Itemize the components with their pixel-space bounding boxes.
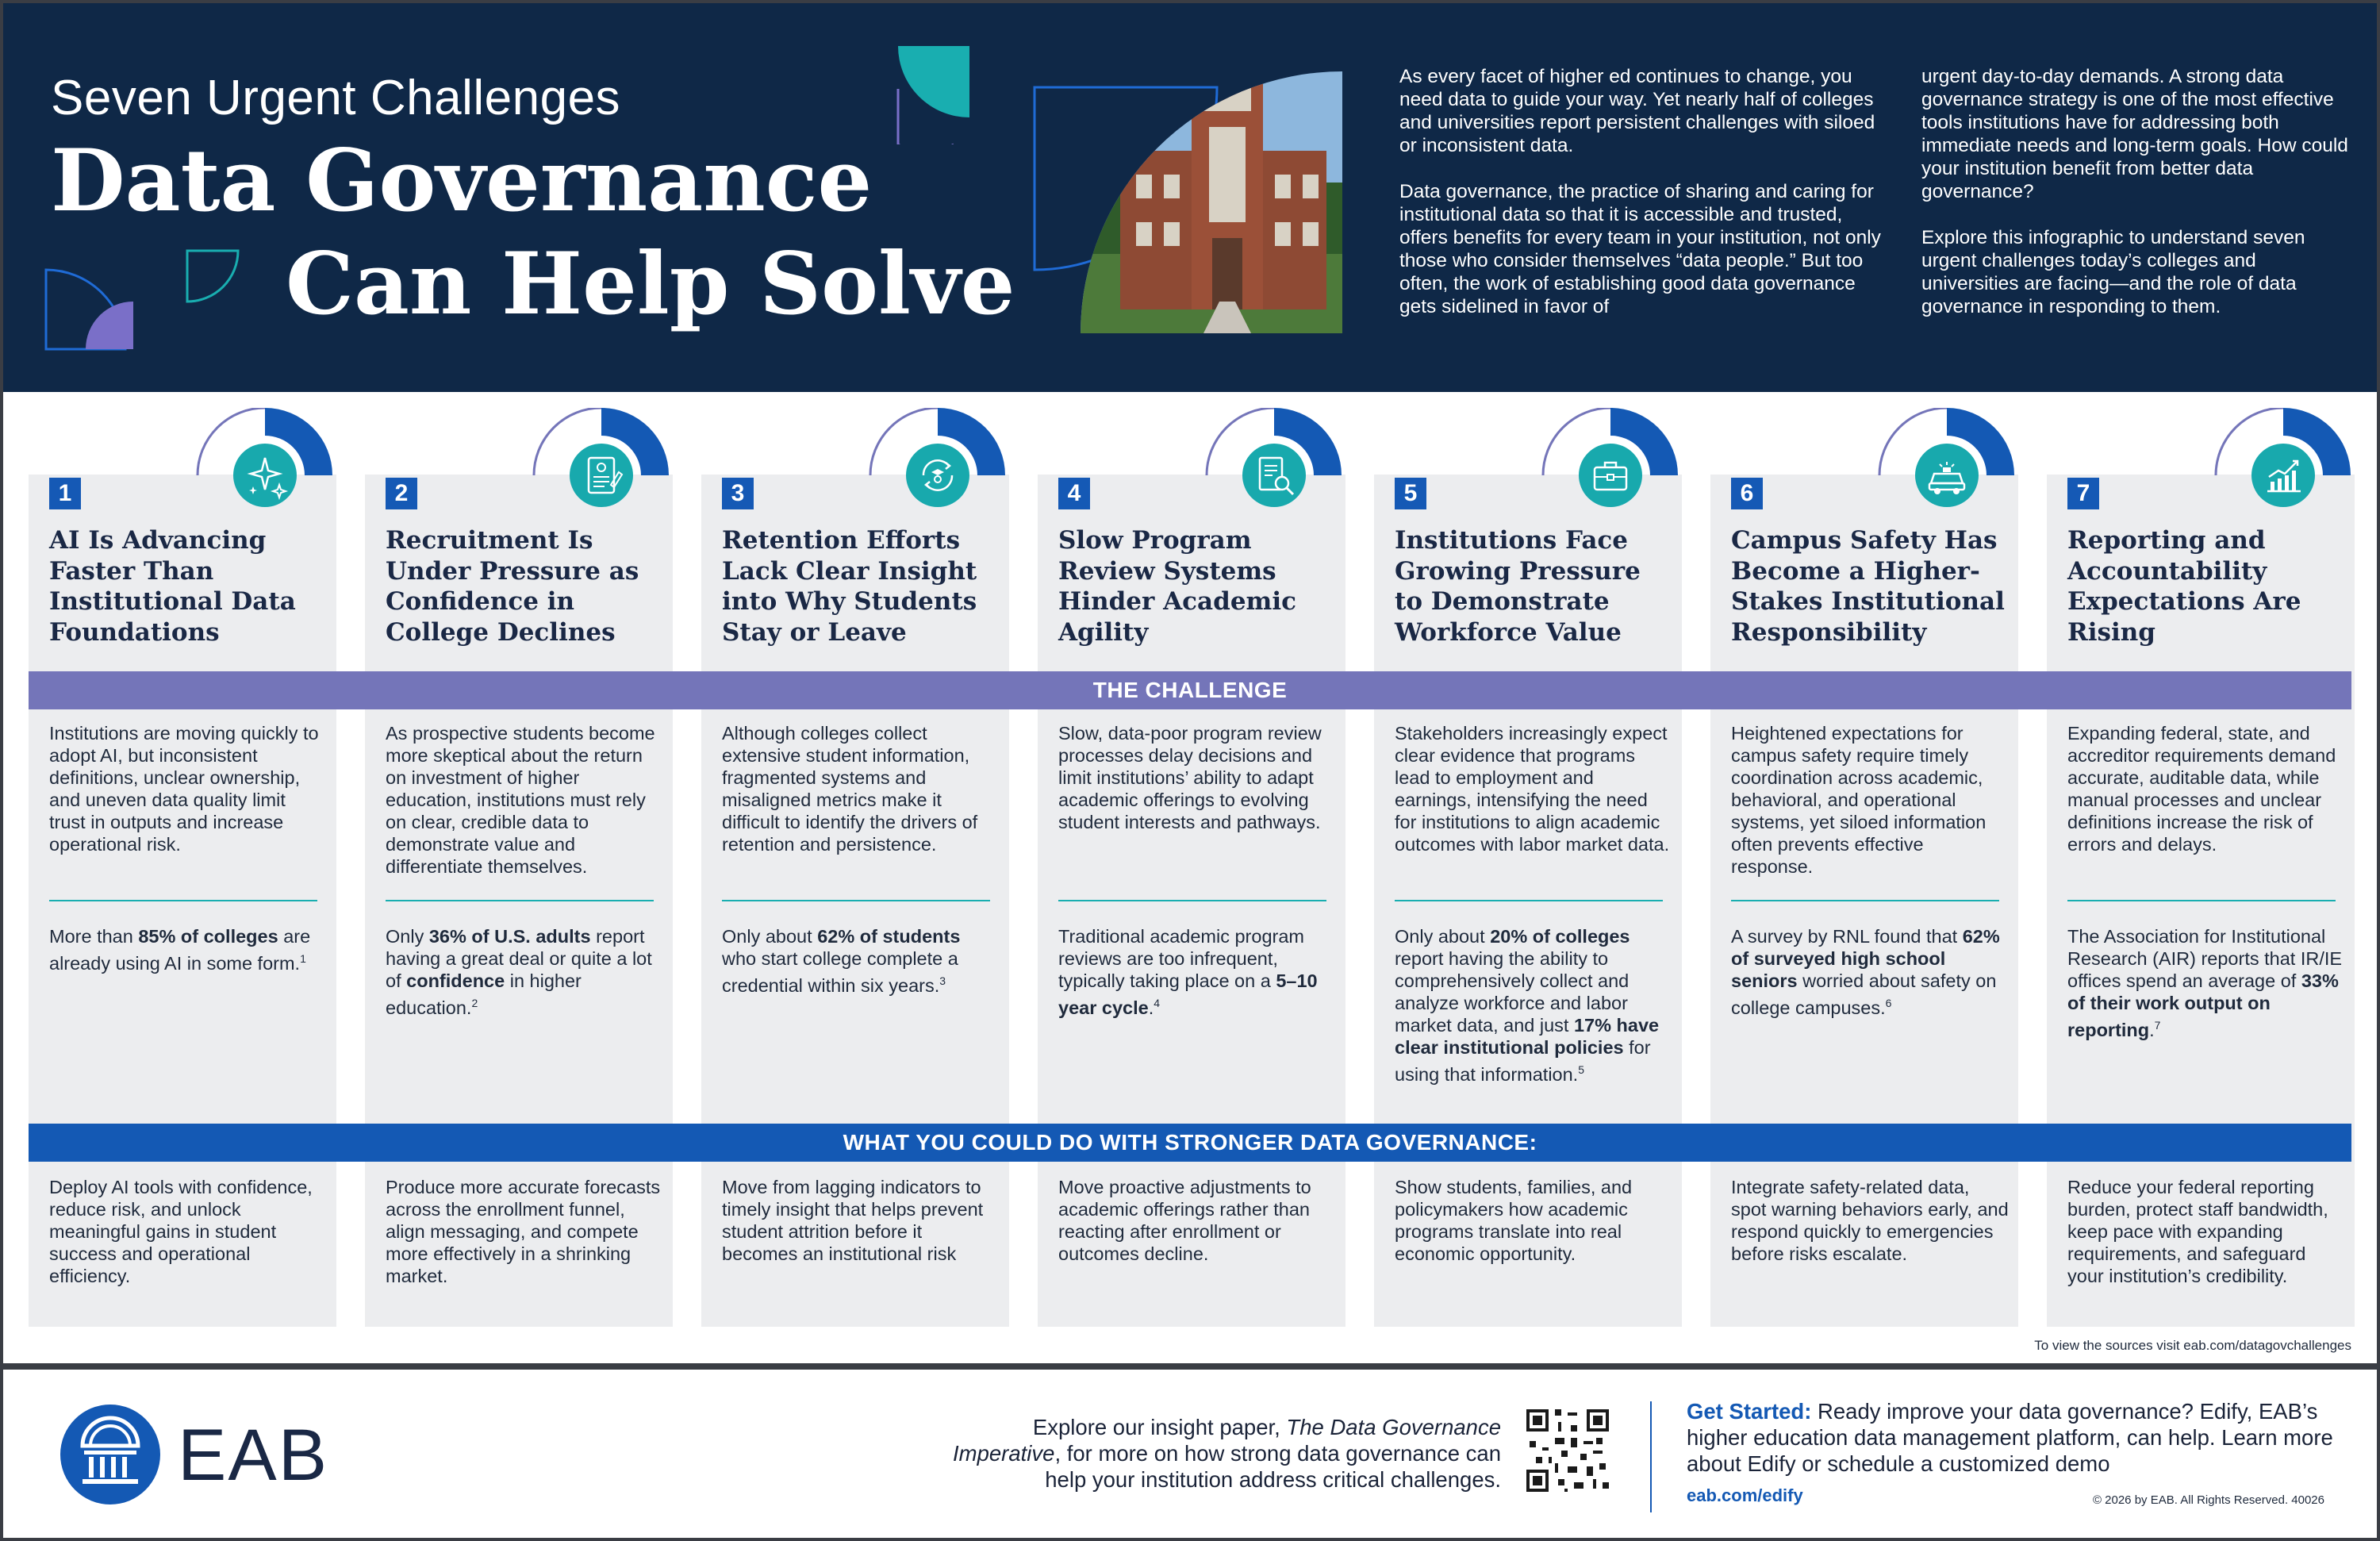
challenge-statistic [1731, 925, 2009, 1019]
challenge-card-2 [365, 475, 673, 1327]
stat-text: Only about [1395, 926, 1491, 947]
stat-text: Only about [722, 926, 818, 947]
stat-text: Traditional academic program reviews are too infrequent, typically taking place on a [1058, 926, 1304, 991]
footnote-marker: 7 [2154, 1019, 2161, 1032]
challenge-title: Campus Safety Has Become a Higher-Stakes Institutional Responsibility [1731, 526, 2005, 647]
stat-text: in higher education. [386, 970, 582, 1018]
stat-text: are already using AI in some form. [49, 926, 311, 974]
copyright-text: © 2026 by EAB. All Rights Reserved. 40026 [2092, 1493, 2324, 1507]
stat-text: . [2149, 1019, 2155, 1040]
challenge-title: AI Is Advancing Faster Than Institutional Data Foundations [49, 526, 296, 647]
action-description: Integrate safety-related data, spot warning behaviors early, and respond quickly to emergencies before risks escalate. [1731, 1177, 2009, 1264]
stat-highlight: 17% have clear institutional policies [1395, 1015, 1660, 1058]
challenge-number-badge: 2 [386, 478, 417, 509]
explore-text: , for more on how strong data governance can help your institution address critical challenges. [1045, 1441, 1501, 1492]
stat-text: report having a great deal or quite a lot of [386, 926, 652, 991]
stat-text: report having the ability to comprehensively collect and analyze workforce and labor market data, and just [1395, 948, 1630, 1036]
challenge-description: Institutions are moving quickly to adopt AI, but inconsistent definitions, unclear ownership, and uneven data quality limit trust in outputs and increase operational risk. [49, 723, 319, 855]
stat-text: The Association for Institutional Research (AIR) reports that IR/IE offices spend an average of [2067, 926, 2343, 991]
challenge-description: Stakeholders increasingly expect clear evidence that programs lead to employment and earnings, intensifying the need for institutions to align academic outcomes with labor market data. [1395, 723, 1670, 855]
stat-text: Only [386, 926, 429, 947]
header-banner [3, 3, 2377, 392]
stat-text: worried about safety on college campuses. [1731, 970, 1997, 1018]
challenge-description: As prospective students become more skeptical about the return on investment of higher education, institutions must rely on clear, credible data to demonstrate value and differentiate themselves. [386, 723, 655, 877]
stat-highlight: 62% of surveyed high school seniors [1731, 926, 2000, 991]
card-divider [2067, 900, 2336, 901]
stat-text: . [1148, 997, 1154, 1018]
stat-highlight: 33% of their work output on reporting [2067, 970, 2339, 1040]
challenge-number-badge: 6 [1731, 478, 1763, 509]
card-divider [1731, 900, 1999, 901]
stat-text: More than [49, 926, 139, 947]
intro-paragraph: Explore this infographic to understand seven urgent challenges today’s colleges and universities are facing—and the role of data governance in responding to them. [1921, 227, 2305, 317]
sources-note[interactable]: To view the sources visit eab.com/datagovchallenges [2034, 1338, 2351, 1353]
challenge-number-badge: 5 [1395, 478, 1426, 509]
challenge-card-4 [1038, 475, 1345, 1327]
explore-text: Explore our insight paper, [1032, 1415, 1287, 1439]
campus-building-photo [1033, 63, 1350, 341]
insight-paper-blurb [930, 1414, 1501, 1493]
action-description: Deploy AI tools with confidence, reduce risk, and unlock meaningful gains in student success and operational efficiency. [49, 1177, 313, 1286]
challenge-statistic [722, 925, 1000, 997]
footnote-marker: 2 [471, 997, 478, 1009]
challenge-statistic [1395, 925, 1672, 1086]
decorative-teal-quarter [182, 246, 254, 309]
stat-text: for using that information. [1395, 1037, 1651, 1085]
challenge-card-1 [29, 475, 336, 1327]
decorative-teal-shapes-top [890, 41, 977, 144]
qr-code-icon[interactable] [1523, 1406, 1612, 1495]
action-description: Move from lagging indicators to timely insight that helps prevent student attrition before it becomes an institutional risk [722, 1177, 984, 1264]
footer-vertical-divider [1650, 1401, 1652, 1512]
challenge-card-7 [2047, 475, 2355, 1327]
stat-text: who start college complete a credential within six years. [722, 948, 958, 996]
intro-paragraph: As every facet of higher ed continues to change, you need data to guide your way. Yet nearly half of colleges and universities report persistent challenges with siloed or inconsistent data. [1399, 66, 1875, 156]
stat-highlight: 20% of colleges [1490, 926, 1630, 947]
challenge-statistic [386, 925, 663, 1019]
challenge-card-6 [1710, 475, 2018, 1327]
card-divider [386, 900, 654, 901]
stat-highlight: 5–10 year cycle [1058, 970, 1318, 1018]
decorative-quarter-circle-left [38, 262, 141, 357]
challenge-number-badge: 3 [722, 478, 754, 509]
footnote-marker: 1 [300, 952, 306, 965]
challenge-number-badge: 4 [1058, 478, 1090, 509]
challenge-card-3 [701, 475, 1009, 1327]
stat-text: A survey by RNL found that [1731, 926, 1963, 947]
challenge-number-badge: 1 [49, 478, 81, 509]
challenge-description: Heightened expectations for campus safety require timely coordination across academic, behavioral, and operational systems, yet siloed information often prevents effective response. [1731, 723, 1987, 877]
get-started-blurb [1687, 1398, 2337, 1477]
challenge-statistic [1058, 925, 1336, 1019]
card-divider [1395, 900, 1663, 901]
challenge-statistic [2067, 925, 2345, 1041]
eab-logo-icon [60, 1405, 160, 1504]
edify-link[interactable]: eab.com/edify [1687, 1485, 1803, 1505]
intro-column-2 [1921, 65, 2350, 341]
eab-wordmark: EAB [178, 1415, 329, 1496]
challenge-title: Slow Program Review Systems Hinder Academic Agility [1058, 526, 1296, 647]
get-started-text: Ready improve your data governance? Edify, EAB’s higher education data management platform, can help. Learn more about Edify or schedule a customized demo [1687, 1399, 2333, 1476]
challenge-title: Reporting and Accountability Expectations Are Rising [2067, 526, 2301, 647]
action-description: Reduce your federal reporting burden, protect staff bandwidth, keep pace with expanding requirements, and safeguard your institution’s credibility. [2067, 1177, 2328, 1286]
challenge-description: Although colleges collect extensive student information, fragmented systems and misaligned metrics make it difficult to identify the drivers of retention and persistence. [722, 723, 978, 855]
challenge-band: THE CHALLENGE [29, 671, 2351, 709]
card-divider [1058, 900, 1326, 901]
challenge-title: Recruitment Is Under Pressure as Confidence in College Declines [386, 526, 639, 647]
challenge-description: Expanding federal, state, and accreditor requirements demand accurate, auditable data, while manual processes and unclear definitions increase the risk of errors and delays. [2067, 723, 2336, 855]
action-band: WHAT YOU COULD DO WITH STRONGER DATA GOVERNANCE: [29, 1124, 2351, 1162]
challenge-card-5 [1374, 475, 1682, 1327]
footnote-marker: 3 [939, 974, 946, 987]
challenge-title: Institutions Face Growing Pressure to Demonstrate Workforce Value [1395, 526, 1641, 647]
insight-paper-title[interactable]: The Data Governance Imperative [953, 1415, 1501, 1466]
stat-highlight: 85% of colleges [138, 926, 278, 947]
challenge-description: Slow, data-poor program review processes delay decisions and limit institutions’ ability to adapt academic offerings to evolving student interests and pathways. [1058, 723, 1322, 832]
footnote-marker: 4 [1154, 997, 1161, 1009]
footnote-marker: 6 [1885, 997, 1892, 1009]
challenge-title: Retention Efforts Lack Clear Insight into Why Students Stay or Leave [722, 526, 977, 647]
header-title-line-1: Data Governance [51, 131, 873, 231]
stat-highlight: 62% of students [817, 926, 961, 947]
footnote-marker: 5 [1578, 1063, 1585, 1076]
card-divider [722, 900, 990, 901]
card-divider [49, 900, 317, 901]
intro-column-1 [1399, 65, 1883, 341]
challenge-number-badge: 7 [2067, 478, 2099, 509]
intro-paragraph: Data governance, the practice of sharing and caring for institutional data so that it is accessible and trusted, offers benefits for every team in your institution, not only those who consider themselves “data people.” But too often, the work of establishing good data governance gets sidelined in favor of [1399, 181, 1881, 317]
stat-highlight: 36% of U.S. adults [428, 926, 591, 947]
action-description: Produce more accurate forecasts across the enrollment funnel, align messaging, and compete more effectively in a shrinking market. [386, 1177, 661, 1286]
action-description: Move proactive adjustments to academic offerings rather than reacting after enrollment or outcomes decline. [1058, 1177, 1311, 1264]
intro-paragraph: urgent day-to-day demands. A strong data governance strategy is one of the most effective tools institutions have for addressing both immediate needs and long-term goals. How could your institution benefit from better data governance? [1921, 66, 2348, 202]
challenge-statistic [49, 925, 327, 974]
stat-highlight: confidence [406, 970, 505, 991]
header-subtitle: Seven Urgent Challenges [51, 71, 621, 125]
get-started-label: Get Started: [1687, 1399, 1812, 1424]
header-title-line-2: Can Help Solve [286, 234, 1015, 334]
action-description: Show students, families, and policymakers how academic programs translate into real economic opportunity. [1395, 1177, 1633, 1264]
footer-divider [0, 1363, 2380, 1370]
